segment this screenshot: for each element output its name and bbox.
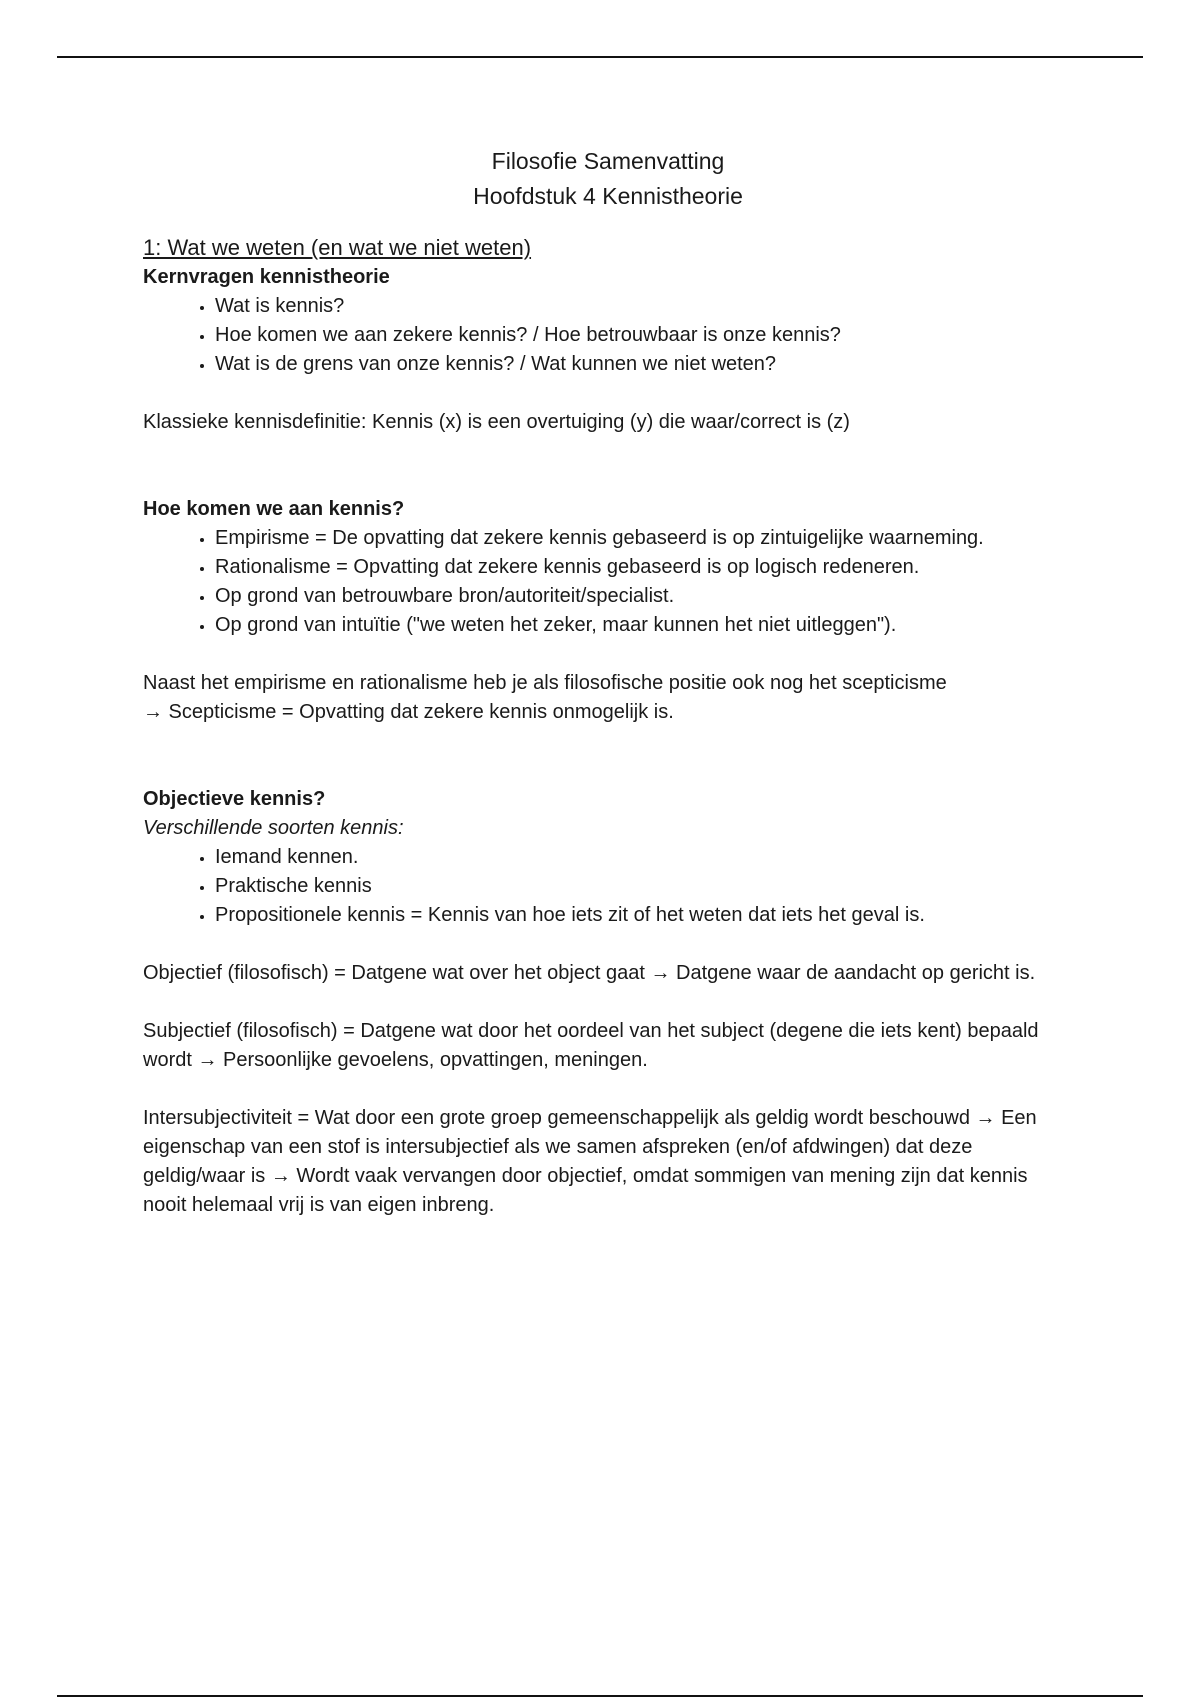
scepticisme-paragraph-line1: Naast het empirisme en rationalisme heb je als filosofische positie ook nog het scepticisme [143,672,947,694]
section-heading-wat-we-weten: 1: Wat we weten (en wat we niet weten) [143,235,532,260]
objectief-paragraph: Objectief (filosofisch) = Datgene wat over het object gaat → Datgene waar de aandacht op gericht is. [143,962,1036,984]
section-heading-objectieve-kennis: Objectieve kennis? [143,788,326,810]
list-item: • Op grond van intuïtie ("we weten het zeker, maar kunnen het niet uitleggen"). [215,611,1073,640]
document-body [143,144,1073,1220]
intersubjectiviteit-paragraph: Intersubjectiviteit = Wat door een grote groep gemeenschappelijk als geldig wordt beschouwd → Een eigenschap van een stof is intersubjectief als we samen afspreken (en/of afdwingen) dat deze geldig/waar is → Wordt vaak vervangen door objectief, omdat sommigen van mening zijn dat kennis nooit helemaal vrij is van eigen inbreng. [143,1107,1037,1216]
list-item: • Empirisme = De opvatting dat zekere kennis gebaseerd is op zintuigelijke waarneming. [215,524,1073,553]
list-item: • Rationalisme = Opvatting dat zekere kennis gebaseerd is op logisch redeneren. [215,553,1073,582]
document-title-block [143,144,1073,214]
subjectief-paragraph: Subjectief (filosofisch) = Datgene wat door het oordeel van het subject (degene die iets kent) bepaald wordt → Persoonlijke gevoelens, opvattingen, meningen. [143,1020,1039,1071]
soorten-kennis-subheading: Verschillende soorten kennis: [143,817,404,839]
list-item: • Op grond van betrouwbare bron/autoriteit/specialist. [215,582,1073,611]
kernvragen-heading: Kernvragen kennistheorie [143,266,390,288]
list-item: • Wat is de grens van onze kennis? / Wat kunnen we niet weten? [215,350,1073,379]
list-item: • Wat is kennis? [215,292,1073,321]
list-item: • Propositionele kennis = Kennis van hoe iets zit of het weten dat iets het geval is. [215,901,1073,930]
scepticisme-paragraph-line2: → Scepticisme = Opvatting dat zekere kennis onmogelijk is. [143,701,674,723]
header-rule [57,56,1143,58]
kennisdefinitie-paragraph: Klassieke kennisdefinitie: Kennis (x) is een overtuiging (y) die waar/correct is (z) [143,411,850,433]
kernvragen-list [143,292,1073,379]
list-item: • Iemand kennen. [215,843,1073,872]
soorten-kennis-list [143,843,1073,930]
document-title: Filosofie Samenvatting [491,148,725,174]
document-subtitle: Hoofdstuk 4 Kennistheorie [473,183,743,209]
list-item: • Praktische kennis [215,872,1073,901]
kennisbronnen-list [143,524,1073,640]
footer-rule [57,1695,1143,1697]
list-item: • Hoe komen we aan zekere kennis? / Hoe betrouwbaar is onze kennis? [215,321,1073,350]
section-heading-hoe-komen-we-aan-kennis: Hoe komen we aan kennis? [143,498,405,520]
